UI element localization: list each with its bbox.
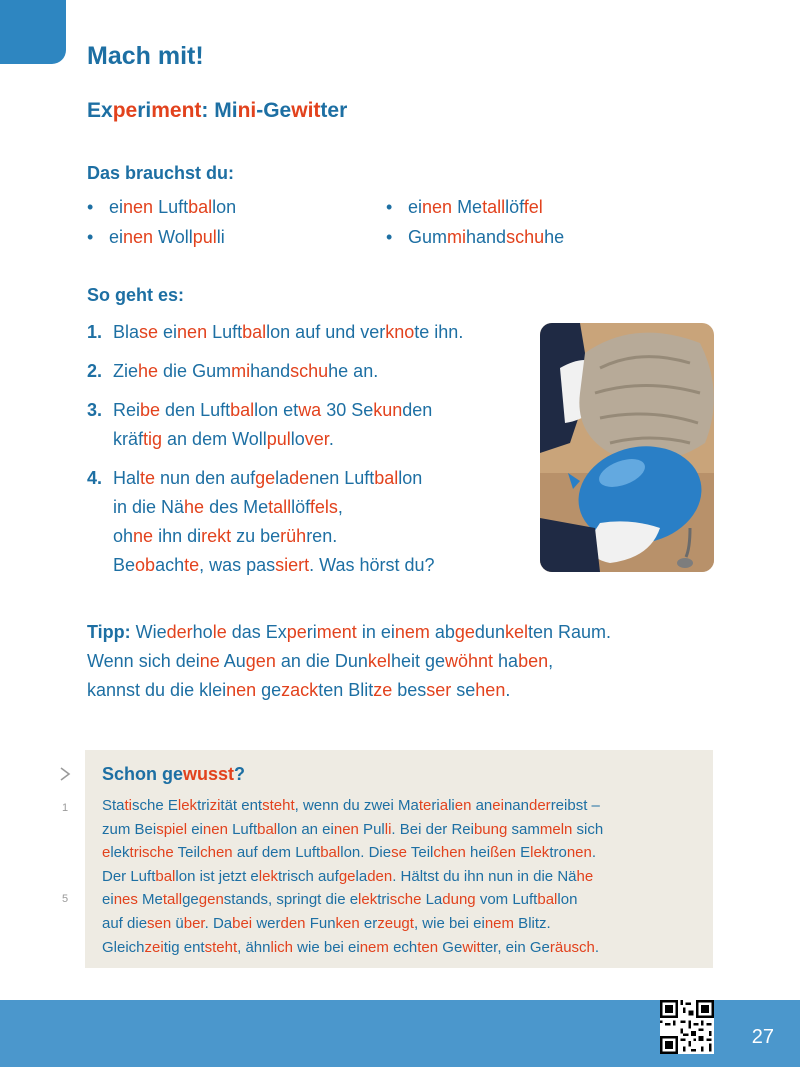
highlighted-syllable: tall xyxy=(162,891,183,909)
text-segment: Me xyxy=(452,197,483,217)
text-segment: Me xyxy=(137,891,163,909)
text-segment: ri xyxy=(137,99,152,122)
highlighted-syllable: rekt xyxy=(201,526,232,546)
text-segment: ach xyxy=(155,555,185,575)
highlighted-syllable: schu xyxy=(290,361,329,381)
highlighted-syllable: nen xyxy=(123,197,154,217)
highlighted-syllable: fel xyxy=(523,197,543,217)
text-segment: Sta xyxy=(102,797,125,814)
text-segment: Woll xyxy=(153,227,193,247)
highlighted-syllable: nen xyxy=(226,680,257,700)
highlighted-syllable: ser xyxy=(426,680,452,700)
highlighted-syllable: nen xyxy=(123,227,154,247)
info-line xyxy=(102,841,603,865)
highlighted-syllable: e xyxy=(102,844,111,862)
step-line xyxy=(113,318,463,347)
text-segment: Au xyxy=(219,651,246,671)
text-segment: ei xyxy=(109,197,124,217)
text-segment: ge xyxy=(256,680,282,700)
highlighted-syllable: zei xyxy=(144,938,164,956)
text-segment: he an. xyxy=(328,361,379,381)
text-segment: lon xyxy=(557,891,578,909)
highlighted-syllable: tri xyxy=(129,844,143,862)
text-segment: Luft xyxy=(153,197,189,217)
highlighted-syllable: spiel xyxy=(156,820,188,838)
steps-list xyxy=(87,318,463,590)
highlighted-syllable: li xyxy=(384,820,392,838)
highlighted-syllable: bei xyxy=(232,914,253,932)
highlighted-syllable: bal xyxy=(188,197,213,217)
text-segment: 30 Se xyxy=(321,400,374,420)
highlighted-syllable: de xyxy=(289,468,310,488)
highlighted-syllable: gen xyxy=(245,651,276,671)
text-segment: E xyxy=(515,844,531,862)
text-segment: ? xyxy=(234,764,246,784)
text-segment: li xyxy=(448,797,455,814)
highlighted-syllable: hen xyxy=(475,680,506,700)
highlighted-syllable: nen xyxy=(333,820,359,838)
highlighted-syllable: chen xyxy=(200,844,233,862)
text-segment: , wenn du zwei Ma xyxy=(294,797,419,814)
material-item xyxy=(386,192,564,222)
text-segment: Teil xyxy=(173,844,201,862)
highlighted-syllable: ne xyxy=(199,651,220,671)
highlighted-syllable: lek xyxy=(177,797,198,814)
text-segment: nun den auf xyxy=(155,468,256,488)
text-segment: in ei xyxy=(356,622,395,642)
highlighted-syllable: chen xyxy=(433,844,466,862)
highlighted-syllable: ver xyxy=(304,429,329,449)
text-segment: hand xyxy=(466,227,507,247)
line-marker: 5 xyxy=(62,893,69,905)
highlighted-syllable: rüh xyxy=(280,526,307,546)
steps-heading: So geht es: xyxy=(87,285,185,305)
info-line xyxy=(102,936,603,960)
highlighted-syllable: lek xyxy=(258,867,278,885)
text-segment: Gum xyxy=(408,227,448,247)
text-segment: sich xyxy=(572,820,604,838)
text-segment: den xyxy=(402,400,433,420)
text-segment: lek xyxy=(110,844,130,862)
text-segment: zum Bei xyxy=(102,820,157,838)
highlighted-syllable: räusch xyxy=(549,938,595,956)
text-segment: zu be xyxy=(231,526,281,546)
text-segment: hei xyxy=(465,844,491,862)
line-marker: 1 xyxy=(62,802,69,814)
text-segment: he xyxy=(544,227,565,247)
text-segment: Blitz. xyxy=(514,914,551,932)
highlighted-syllable: kel xyxy=(367,651,391,671)
text-segment: stands, springt die e xyxy=(223,891,359,909)
text-segment: reibst – xyxy=(550,797,600,814)
highlighted-syllable: bal xyxy=(537,891,558,909)
highlighted-syllable: kno xyxy=(385,322,415,342)
text-segment: ri xyxy=(306,622,317,642)
highlighted-syllable: den xyxy=(367,867,393,885)
highlighted-syllable: gen xyxy=(198,891,224,909)
highlighted-syllable: pul xyxy=(192,227,217,247)
tip-line xyxy=(87,618,611,647)
text-segment: oh xyxy=(113,526,134,546)
text-segment: lon xyxy=(212,197,237,217)
text-segment: auf die xyxy=(102,914,148,932)
step-item xyxy=(87,357,463,386)
highlighted-syllable: te xyxy=(140,468,156,488)
text-segment: tri xyxy=(197,797,210,814)
text-segment: hand xyxy=(250,361,291,381)
text-segment: la xyxy=(275,468,290,488)
highlighted-syllable: zeugt xyxy=(377,914,414,932)
highlighted-syllable: be xyxy=(140,400,161,420)
material-item xyxy=(386,222,564,252)
highlighted-syllable: bal xyxy=(320,844,341,862)
text-segment: nan xyxy=(503,797,529,814)
info-line xyxy=(102,865,603,889)
page-number: 27 xyxy=(751,1026,774,1048)
text-segment: Schon ge xyxy=(102,764,184,784)
text-segment: Teil xyxy=(406,844,434,862)
experiment-title xyxy=(87,99,347,123)
text-segment: an die Dun xyxy=(275,651,368,671)
text-segment: Pul xyxy=(358,820,385,838)
text-segment: se xyxy=(451,680,476,700)
text-segment: ter, ein Ge xyxy=(480,938,550,956)
text-segment: Luft xyxy=(207,322,243,342)
text-segment: ei xyxy=(109,227,124,247)
text-segment: . xyxy=(594,938,600,956)
highlighted-syllable: en xyxy=(454,797,472,814)
text-segment: ge xyxy=(182,891,199,909)
tip-text xyxy=(131,622,611,642)
highlighted-syllable: nen xyxy=(566,844,592,862)
text-segment: Luft xyxy=(227,820,258,838)
step-number: 2. xyxy=(87,361,103,381)
highlighted-syllable: wa xyxy=(298,400,322,420)
text-segment: te ihn. xyxy=(414,322,464,342)
highlighted-syllable: zack xyxy=(281,680,319,700)
step-line xyxy=(113,425,463,454)
text-segment: Der Luft xyxy=(102,867,156,885)
text-segment: ei xyxy=(102,891,114,909)
text-segment: Bla xyxy=(113,322,140,342)
highlighted-syllable: wit xyxy=(462,938,481,956)
text-segment: ten Raum. xyxy=(527,622,612,642)
highlighted-syllable: se xyxy=(139,322,159,342)
text-segment: ho xyxy=(192,622,213,642)
highlighted-syllable: bung xyxy=(473,820,508,838)
highlighted-syllable: fels xyxy=(309,497,338,517)
step-number: 1. xyxy=(87,322,103,342)
highlighted-syllable: pe xyxy=(286,622,307,642)
text-segment: wie bei ei xyxy=(293,938,360,956)
text-segment: bes xyxy=(392,680,427,700)
highlighted-syllable: tig xyxy=(143,429,163,449)
step-number: 3. xyxy=(87,400,103,420)
text-segment: das Ex xyxy=(226,622,287,642)
step-line xyxy=(113,493,463,522)
highlighted-syllable: der xyxy=(166,622,193,642)
text-segment: la xyxy=(355,867,368,885)
highlighted-syllable: ni xyxy=(237,99,257,122)
highlighted-syllable: bal xyxy=(374,468,399,488)
step-line xyxy=(113,396,463,425)
text-segment: kannst du die klei xyxy=(87,680,227,700)
tip-line xyxy=(87,647,611,676)
text-segment: Be xyxy=(113,555,136,575)
text-segment: des Me xyxy=(204,497,269,517)
highlighted-syllable: wöhnt xyxy=(444,651,494,671)
highlighted-syllable: bal xyxy=(155,867,176,885)
text-segment: sam xyxy=(507,820,540,838)
text-segment: ei xyxy=(408,197,423,217)
highlighted-syllable: nem xyxy=(484,914,515,932)
text-segment: , xyxy=(337,497,343,517)
step-item xyxy=(87,464,463,580)
highlighted-syllable: nes xyxy=(113,891,138,909)
step-number: 4. xyxy=(87,468,103,488)
highlighted-syllable: ben xyxy=(518,651,549,671)
page-heading: Mach mit! xyxy=(87,42,204,70)
highlighted-syllable: ne xyxy=(133,526,154,546)
highlighted-syllable: ment xyxy=(316,622,357,642)
text-segment: wer xyxy=(252,914,281,932)
text-segment: auf dem Luft xyxy=(232,844,321,862)
highlighted-syllable: mi xyxy=(447,227,467,247)
material-item xyxy=(87,222,236,252)
highlighted-syllable: zi xyxy=(209,797,221,814)
highlighted-syllable: lich xyxy=(270,938,294,956)
highlighted-syllable: nen xyxy=(177,322,208,342)
text-segment: lon xyxy=(398,468,423,488)
text-segment: lon auf und ver xyxy=(266,322,386,342)
text-segment: ei xyxy=(187,820,203,838)
highlighted-syllable: dung xyxy=(442,891,476,909)
text-segment: Ex xyxy=(87,99,113,122)
text-segment: -Ge xyxy=(256,99,292,122)
highlighted-syllable: bal xyxy=(257,820,278,838)
highlighted-syllable: ber xyxy=(183,914,205,932)
highlighted-syllable: ei xyxy=(492,797,504,814)
highlighted-syllable: ge xyxy=(338,867,356,885)
info-line xyxy=(102,888,603,912)
highlighted-syllable: steht xyxy=(204,938,238,956)
highlighted-syllable: he xyxy=(138,361,159,381)
text-segment: , was pas xyxy=(199,555,276,575)
highlighted-syllable: tall xyxy=(268,497,292,517)
text-segment: an xyxy=(471,797,493,814)
tip-line xyxy=(87,676,611,705)
material-item xyxy=(87,192,236,222)
highlighted-syllable: siert xyxy=(275,555,310,575)
step-item xyxy=(87,318,463,347)
text-segment: . xyxy=(505,680,511,700)
highlighted-syllable: kun xyxy=(373,400,403,420)
text-segment: lon an ei xyxy=(277,820,334,838)
text-segment: . Hältst du ihn nun in die Nä xyxy=(392,867,577,885)
text-segment: tri xyxy=(377,891,390,909)
text-segment: ha xyxy=(493,651,519,671)
highlighted-syllable: pe xyxy=(112,99,138,122)
highlighted-syllable: nem xyxy=(359,938,389,956)
highlighted-syllable: schu xyxy=(506,227,545,247)
highlighted-syllable: ti xyxy=(124,797,133,814)
highlighted-syllable: wit xyxy=(291,99,321,122)
highlighted-syllable: ment xyxy=(151,99,202,122)
highlighted-syllable: he xyxy=(184,497,205,517)
experiment-photo xyxy=(540,323,714,572)
qr-code-icon[interactable] xyxy=(660,1000,714,1054)
step-item xyxy=(87,396,463,454)
highlighted-syllable: ßen xyxy=(490,844,516,862)
text-segment: vom Luft xyxy=(475,891,538,909)
highlighted-syllable: ge xyxy=(255,468,276,488)
text-segment: ri xyxy=(431,797,440,814)
text-segment: tät ent xyxy=(220,797,263,814)
highlighted-syllable: der xyxy=(529,797,551,814)
highlighted-syllable: steht xyxy=(262,797,295,814)
step-line xyxy=(113,522,463,551)
step-line xyxy=(113,357,463,386)
highlighted-syllable: te xyxy=(184,555,200,575)
info-box-text xyxy=(102,794,603,959)
text-segment: Wie xyxy=(130,622,167,642)
text-segment: . xyxy=(328,429,334,449)
highlighted-syllable: ob xyxy=(135,555,156,575)
text-segment: Zie xyxy=(113,361,139,381)
highlighted-syllable: a xyxy=(439,797,449,814)
highlighted-syllable: sche xyxy=(142,844,174,862)
text-segment: löf xyxy=(505,197,524,217)
text-segment: er xyxy=(359,914,378,932)
highlighted-syllable: se xyxy=(391,844,407,862)
text-segment: . xyxy=(591,844,597,862)
text-segment: trisch auf xyxy=(277,867,339,885)
text-segment: nen Luft xyxy=(309,468,375,488)
text-segment: Fun xyxy=(305,914,336,932)
text-segment: tig ent xyxy=(163,938,205,956)
highlighted-syllable: nem xyxy=(394,622,430,642)
materials-list-right xyxy=(386,192,564,252)
text-segment: . Da xyxy=(204,914,233,932)
highlighted-syllable: ze xyxy=(373,680,393,700)
highlighted-syllable: wusst xyxy=(183,764,235,784)
text-segment: die Gum xyxy=(158,361,232,381)
info-box-title xyxy=(102,764,245,785)
highlighted-syllable: lek xyxy=(530,844,550,862)
text-segment: ech xyxy=(388,938,418,956)
text-segment: kräf xyxy=(113,429,144,449)
highlighted-syllable: bal xyxy=(230,400,255,420)
highlighted-syllable: le xyxy=(212,622,227,642)
highlighted-syllable: te xyxy=(418,797,432,814)
highlighted-syllable: he xyxy=(576,867,594,885)
text-segment: , ähn xyxy=(237,938,271,956)
highlighted-syllable: sche xyxy=(389,891,422,909)
text-segment: ten Blit xyxy=(318,680,374,700)
tip-paragraph xyxy=(87,618,611,705)
text-segment: lon ist jetzt e xyxy=(175,867,259,885)
text-segment: li xyxy=(216,227,225,247)
text-segment: Wenn sich dei xyxy=(87,651,200,671)
text-segment: sche E xyxy=(132,797,178,814)
text-segment: Gleich xyxy=(102,938,145,956)
text-segment: ihn di xyxy=(153,526,202,546)
highlighted-syllable: nen xyxy=(202,820,228,838)
text-segment: ab xyxy=(429,622,455,642)
highlighted-syllable: den xyxy=(280,914,306,932)
text-segment: Rei xyxy=(113,400,141,420)
highlighted-syllable: nen xyxy=(422,197,453,217)
text-segment: lo xyxy=(290,429,305,449)
highlighted-syllable: mi xyxy=(231,361,251,381)
materials-heading: Das brauchst du: xyxy=(87,163,235,183)
highlighted-syllable: sen xyxy=(147,914,172,932)
materials-list-left xyxy=(87,192,236,252)
info-line xyxy=(102,818,603,842)
text-segment: ei xyxy=(158,322,178,342)
text-segment: , xyxy=(548,651,554,671)
text-segment: Hal xyxy=(113,468,141,488)
text-segment: . Bei der Rei xyxy=(391,820,474,838)
highlighted-syllable: ken xyxy=(335,914,360,932)
text-segment: in die Nä xyxy=(113,497,185,517)
highlighted-syllable: ge xyxy=(454,622,475,642)
highlighted-syllable: kel xyxy=(504,622,528,642)
corner-tab xyxy=(0,0,66,64)
text-segment: lon et xyxy=(254,400,299,420)
highlighted-syllable: meln xyxy=(539,820,573,838)
highlighted-syllable: tall xyxy=(482,197,506,217)
text-segment: löf xyxy=(291,497,310,517)
step-line xyxy=(113,551,463,580)
text-segment: ter xyxy=(320,99,348,122)
highlighted-syllable: lek xyxy=(358,891,378,909)
tip-label: Tipp: xyxy=(87,622,131,642)
info-line xyxy=(102,794,603,818)
text-segment: Ge xyxy=(438,938,463,956)
text-segment: La xyxy=(421,891,443,909)
text-segment: dun xyxy=(474,622,505,642)
text-segment: tro xyxy=(549,844,567,862)
text-segment: , wie bei ei xyxy=(413,914,485,932)
highlighted-syllable: bal xyxy=(242,322,267,342)
info-line xyxy=(102,912,603,936)
text-segment: ü xyxy=(171,914,184,932)
highlighted-syllable: pul xyxy=(266,429,291,449)
step-line xyxy=(113,464,463,493)
text-segment: heit ge xyxy=(390,651,445,671)
text-segment: ren. xyxy=(306,526,338,546)
text-segment: den Luft xyxy=(160,400,231,420)
highlighted-syllable: ten xyxy=(417,938,439,956)
text-segment: . Was hörst du? xyxy=(309,555,435,575)
chevron-right-icon xyxy=(58,766,72,782)
text-segment: : Mi xyxy=(201,99,238,122)
text-segment: an dem Woll xyxy=(162,429,267,449)
text-segment: lon. Die xyxy=(340,844,392,862)
